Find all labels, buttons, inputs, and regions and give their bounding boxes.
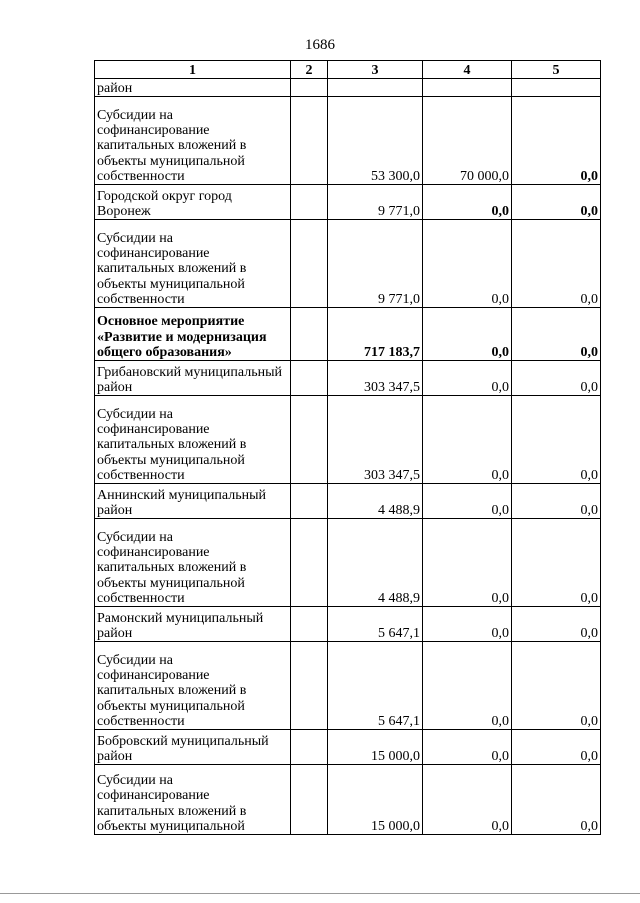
row-name: Рамонский муниципальный район [95,607,291,642]
table-row [95,484,601,519]
row-col5: 0,0 [512,361,601,396]
column-header-2: 2 [291,61,328,79]
row-col3: 4 488,9 [328,519,423,607]
row-col3 [328,79,423,97]
row-col5: 0,0 [512,730,601,765]
row-name: Бобровский муниципальный район [95,730,291,765]
row-col4: 0,0 [423,730,512,765]
row-col4: 0,0 [423,361,512,396]
row-col3: 15 000,0 [328,765,423,835]
row-col3: 9 771,0 [328,220,423,308]
row-col4: 0,0 [423,519,512,607]
table-row [95,361,601,396]
row-col2 [291,220,328,308]
row-col4: 0,0 [423,484,512,519]
row-name: Городской округ город Воронеж [95,185,291,220]
page-number: 1686 [305,37,335,53]
table-row [95,97,601,185]
header-row [95,61,601,79]
row-col4: 0,0 [423,642,512,730]
table-row [95,642,601,730]
row-col4: 0,0 [423,396,512,484]
row-name: Аннинский муниципальный район [95,484,291,519]
table-row [95,79,601,97]
table-row [95,308,601,361]
row-col2 [291,361,328,396]
row-col4: 70 000,0 [423,97,512,185]
row-col2 [291,185,328,220]
row-col2 [291,396,328,484]
row-col5: 0,0 [512,484,601,519]
row-col4: 0,0 [423,185,512,220]
row-col4: 0,0 [423,220,512,308]
table-row [95,730,601,765]
row-col3: 9 771,0 [328,185,423,220]
row-col3: 303 347,5 [328,361,423,396]
row-col5: 0,0 [512,642,601,730]
row-name: Основное мероприятие «Развитие и модернизация общего образования» [95,308,291,361]
row-col2 [291,642,328,730]
row-name: Грибановский муниципальный район [95,361,291,396]
row-col3: 5 647,1 [328,642,423,730]
table-row [95,519,601,607]
row-col5: 0,0 [512,308,601,361]
row-col4: 0,0 [423,308,512,361]
row-col5: 0,0 [512,185,601,220]
row-col3: 717 183,7 [328,308,423,361]
table-row [95,607,601,642]
row-name: Субсидии на софинансирование капитальных вложений в объекты муниципальной собственности [95,519,291,607]
row-col2 [291,308,328,361]
budget-table [94,60,601,835]
row-col5: 0,0 [512,607,601,642]
row-col3: 4 488,9 [328,484,423,519]
column-header-5: 5 [512,61,601,79]
row-col3: 15 000,0 [328,730,423,765]
row-col3: 5 647,1 [328,607,423,642]
column-header-1: 1 [95,61,291,79]
row-col4: 0,0 [423,765,512,835]
table-row [95,185,601,220]
row-col4: 0,0 [423,607,512,642]
row-col2 [291,730,328,765]
row-col5: 0,0 [512,519,601,607]
column-header-4: 4 [423,61,512,79]
row-col4 [423,79,512,97]
row-col2 [291,484,328,519]
table-row [95,765,601,835]
row-col2 [291,607,328,642]
table-row [95,220,601,308]
row-col5: 0,0 [512,220,601,308]
row-col2 [291,97,328,185]
bottom-rule [0,893,640,894]
row-col2 [291,79,328,97]
column-header-3: 3 [328,61,423,79]
row-col2 [291,519,328,607]
row-name: район [95,79,291,97]
row-col5 [512,79,601,97]
row-name: Субсидии на софинансирование капитальных вложений в объекты муниципальной собственности [95,642,291,730]
row-name: Субсидии на софинансирование капитальных вложений в объекты муниципальной собственности [95,220,291,308]
row-col3: 303 347,5 [328,396,423,484]
row-col5: 0,0 [512,765,601,835]
row-name: Субсидии на софинансирование капитальных вложений в объекты муниципальной собственности [95,97,291,185]
row-col5: 0,0 [512,396,601,484]
table-row [95,396,601,484]
row-col3: 53 300,0 [328,97,423,185]
row-name: Субсидии на софинансирование капитальных вложений в объекты муниципальной собственности [95,396,291,484]
row-name: Субсидии на софинансирование капитальных вложений в объекты муниципальной [95,765,291,835]
row-col5: 0,0 [512,97,601,185]
row-col2 [291,765,328,835]
